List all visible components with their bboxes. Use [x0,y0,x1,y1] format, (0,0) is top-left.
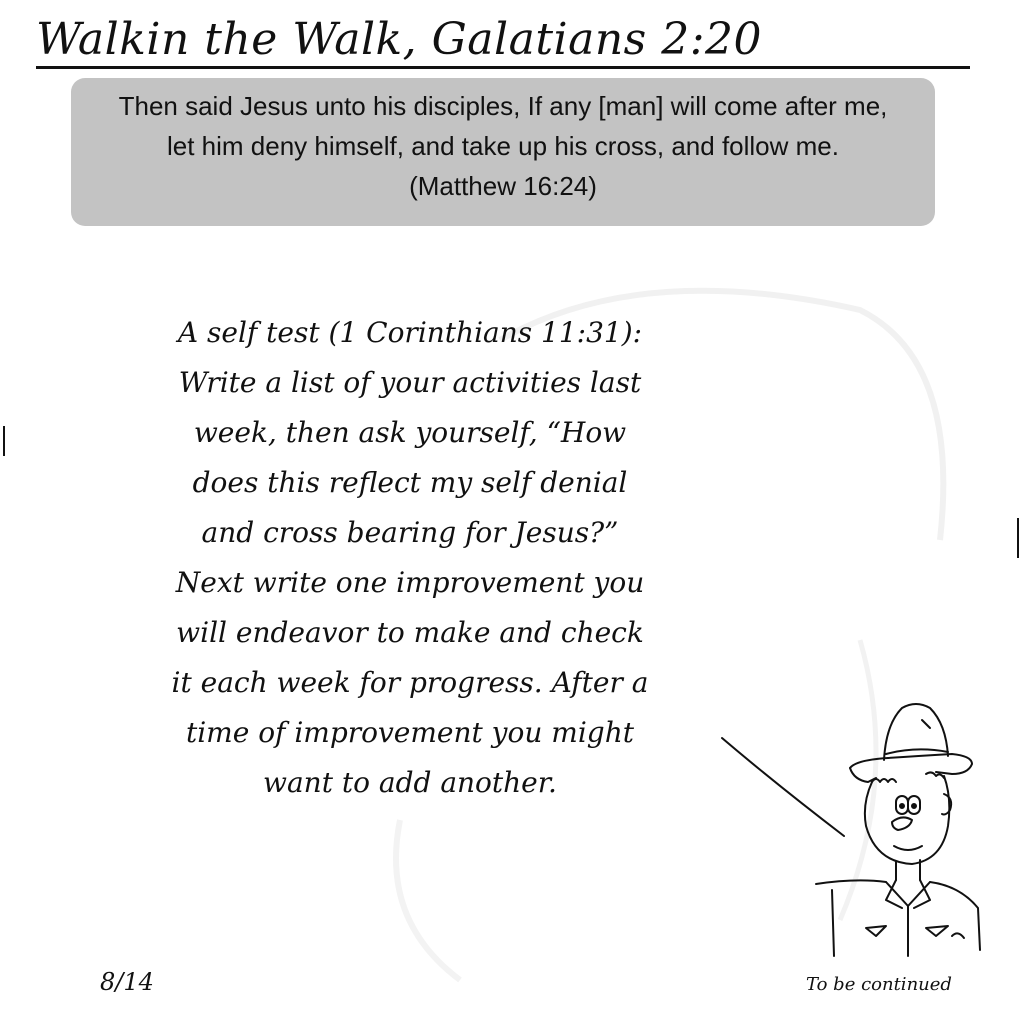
self-test-line: time of improvement you might [185,716,635,749]
self-test-line: want to add another. [263,766,557,799]
self-test-line: A self test (1 Corinthians 11:31): [177,316,643,349]
cowboy-drawing [716,694,988,964]
self-test-line: it each week for progress. After a [171,666,649,699]
page-title: Walkin the Walk, Galatians 2:20 [36,14,763,65]
self-test-line: and cross bearing for Jesus?” [201,516,619,549]
date-mark: 8/14 [100,968,154,996]
self-test-line: will endeavor to make and check [176,616,644,649]
self-test-text [100,308,720,808]
verse-text: Then said Jesus unto his disciples, If any [man] will come after me, let him deny himself, and take up his cross, and follow me. (Matthew 16:24) [118,91,888,201]
self-test-line: does this reflect my self denial [192,466,628,499]
title-underline [36,66,970,69]
to-be-continued-label: To be continued [806,974,952,995]
self-test-line: Next write one improvement you [175,566,645,599]
self-test-line: Write a list of your activities last [178,366,642,399]
right-edge-mark [1017,518,1019,558]
left-edge-mark [3,426,5,456]
self-test-line: week, then ask yourself, “How [193,416,627,449]
